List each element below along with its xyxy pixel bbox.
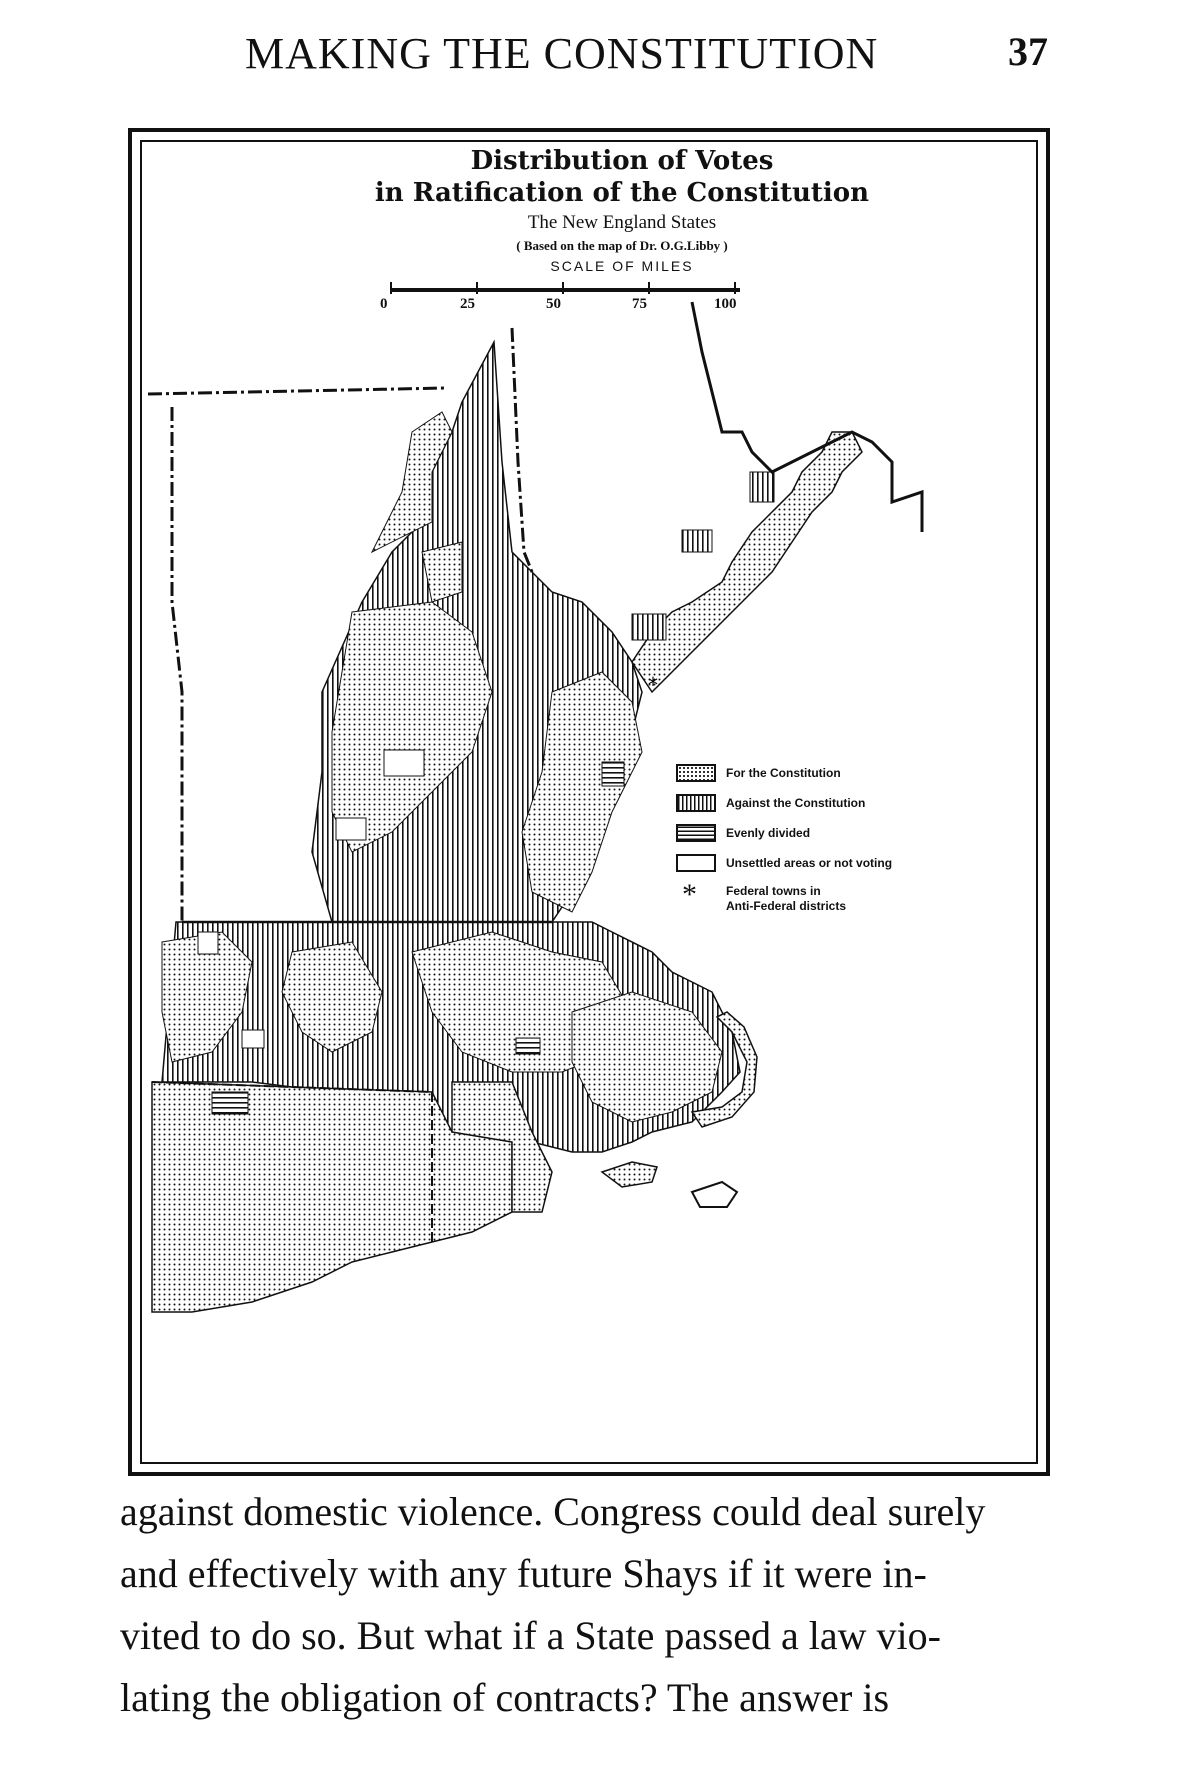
map-legend xyxy=(676,764,976,920)
legend-swatch-dotted xyxy=(676,764,716,782)
running-head xyxy=(0,28,1185,88)
legend-label-federal-line2: Anti-Federal districts xyxy=(726,899,847,913)
scale-label-25: 25 xyxy=(460,296,475,312)
unsettled-patch xyxy=(336,818,366,840)
legend-item-none xyxy=(676,854,976,884)
legend-label-federal xyxy=(726,884,846,914)
maine-coast-region xyxy=(632,432,862,692)
federal-town-marker: * xyxy=(648,673,658,697)
legend-item-for xyxy=(676,764,976,794)
body-line-1: against domestic violence. Congress could deal surely xyxy=(120,1489,986,1534)
legend-swatch-blank xyxy=(676,854,716,872)
even-patch xyxy=(602,762,624,786)
legend-swatch-vertical-lines xyxy=(676,794,716,812)
scale-title: SCALE OF MILES xyxy=(550,258,694,274)
scale-label-75: 75 xyxy=(632,296,647,312)
legend-item-against xyxy=(676,794,976,824)
running-title: MAKING THE CONSTITUTION xyxy=(245,29,879,78)
legend-label-against: Against the Constitution xyxy=(726,796,866,810)
map-subtitle: The New England States xyxy=(527,212,717,233)
legend-item-even xyxy=(676,824,976,854)
marthas-vineyard xyxy=(602,1162,657,1187)
nantucket xyxy=(692,1182,737,1207)
body-line-4: lating the obligation of contracts? The answer is xyxy=(120,1675,890,1720)
map-figure xyxy=(128,128,1050,1476)
nh-maine-border xyxy=(512,328,532,572)
legend-label-for: For the Constitution xyxy=(726,766,841,780)
scale-label-50: 50 xyxy=(546,296,561,312)
map-source-note: ( Based on the map of Dr. O.G.Libby ) xyxy=(516,238,728,253)
unsettled-patch xyxy=(242,1030,264,1048)
legend-label-federal-line1: Federal towns in xyxy=(726,884,821,898)
legend-swatch-horizontal-lines xyxy=(676,824,716,842)
map-title-line2: in Ratification of the Constitution xyxy=(374,178,870,208)
legend-item-federal xyxy=(676,878,976,920)
even-patch xyxy=(212,1092,248,1114)
unsettled-patch xyxy=(198,932,218,954)
scale-label-100: 100 xyxy=(714,296,737,312)
scale-label-0: 0 xyxy=(380,296,388,312)
legend-label-none: Unsettled areas or not voting xyxy=(726,856,893,870)
body-line-3: vited to do so. But what if a State passed a law vio- xyxy=(120,1613,941,1658)
unsettled-patch xyxy=(384,750,424,776)
against-patch xyxy=(682,530,712,552)
map-title-line1: Distribution of Votes xyxy=(470,146,774,176)
body-line-2: and effectively with any future Shays if it were in- xyxy=(120,1551,927,1596)
even-patch xyxy=(516,1038,540,1054)
against-patch xyxy=(632,614,666,640)
page-number: 37 xyxy=(1008,29,1048,74)
asterisk-icon: * xyxy=(682,878,697,911)
against-patch xyxy=(750,472,774,502)
legend-label-even: Evenly divided xyxy=(726,826,811,840)
